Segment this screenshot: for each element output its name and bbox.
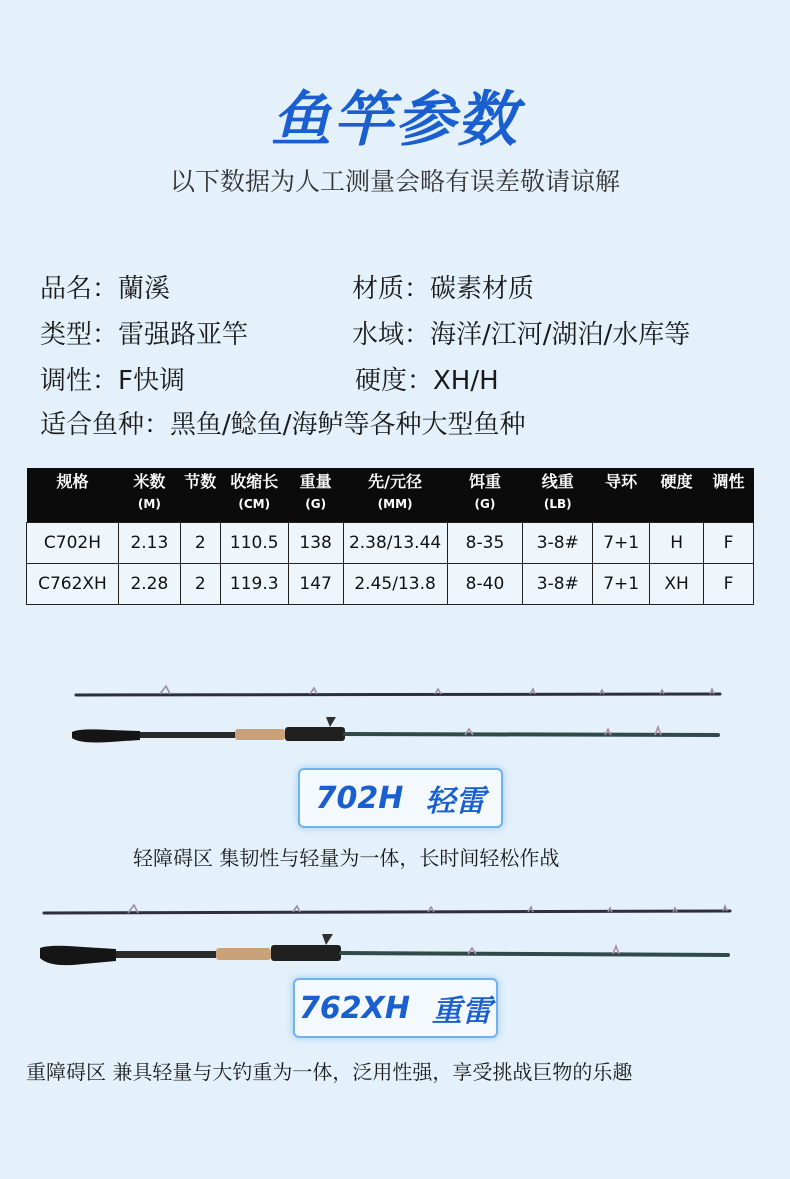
- table-cell: 3-8#: [523, 563, 593, 604]
- spec-hardness: 硬度：XH/H: [355, 366, 499, 396]
- table-row: [27, 522, 754, 563]
- spec-action: 调性：F快调: [40, 366, 185, 396]
- table-cell: F: [704, 522, 754, 563]
- spec-material: 材质：碳素材质: [352, 274, 535, 304]
- table-header-cell: 米数 (M): [118, 468, 180, 522]
- table-header-row: [27, 468, 754, 522]
- spec-fish: 适合鱼种：黑鱼/鲶鱼/海鲈等各种大型鱼种: [40, 410, 526, 440]
- table-header-cell: 收缩长 (CM): [220, 468, 288, 522]
- table-header-cell: 导环: [593, 468, 650, 522]
- table-cell: 119.3: [220, 563, 288, 604]
- table-cell: 8-35: [447, 522, 523, 563]
- page-title: 鱼竿参数: [271, 85, 519, 155]
- table-cell: 2.38/13.44: [343, 522, 447, 563]
- table-cell: 2: [180, 563, 220, 604]
- badge-code: 702H: [315, 780, 404, 816]
- table-header-cell: 重量 (G): [288, 468, 343, 522]
- table-cell: 8-40: [447, 563, 523, 604]
- table-header-cell: 饵重 (G): [447, 468, 523, 522]
- table-cell: 2.28: [118, 563, 180, 604]
- badge-name: 重雷: [431, 994, 492, 1029]
- table-cell: F: [704, 563, 754, 604]
- rod-702h-image: [70, 680, 730, 750]
- table-cell: C702H: [27, 522, 119, 563]
- table-header-cell: 调性: [704, 468, 754, 522]
- table-cell: 110.5: [220, 522, 288, 563]
- table-cell: C762XH: [27, 563, 119, 604]
- table-cell: 2.45/13.8: [343, 563, 447, 604]
- table-cell: 7+1: [593, 563, 650, 604]
- table-cell: 2.13: [118, 522, 180, 563]
- page-subtitle: 以下数据为人工测量会略有误差敬请谅解: [169, 167, 620, 196]
- table-cell: 2: [180, 522, 220, 563]
- spec-water: 水域：海洋/江河/湖泊/水库等: [352, 320, 691, 350]
- table-cell: 138: [288, 522, 343, 563]
- spec-table: [26, 468, 754, 605]
- table-header-cell: 线重 (LB): [523, 468, 593, 522]
- table-header-cell: 节数: [180, 468, 220, 522]
- table-row: [27, 563, 754, 604]
- rod-762xh-image: [38, 898, 738, 978]
- model-badge-762xh: [293, 978, 498, 1038]
- table-cell: 147: [288, 563, 343, 604]
- model-description-702h: 轻障碍区 集韧性与轻量为一体，长时间轻松作战: [133, 846, 560, 870]
- model-badge-702h: [298, 768, 503, 828]
- spec-type: 类型：雷强路亚竿: [40, 320, 249, 350]
- table-cell: 7+1: [593, 522, 650, 563]
- badge-name: 轻雷: [425, 784, 486, 819]
- model-description-762xh: 重障碍区 兼具轻量与大钓重为一体，泛用性强，享受挑战巨物的乐趣: [26, 1060, 633, 1084]
- table-header-cell: 规格: [27, 468, 119, 522]
- table-cell: H: [650, 522, 704, 563]
- table-cell: XH: [650, 563, 704, 604]
- table-header-cell: 硬度: [650, 468, 704, 522]
- spec-name: 品名：蘭溪: [40, 274, 171, 304]
- table-cell: 3-8#: [523, 522, 593, 563]
- table-header-cell: 先/元径 (MM): [343, 468, 447, 522]
- badge-code: 762XH: [299, 990, 410, 1026]
